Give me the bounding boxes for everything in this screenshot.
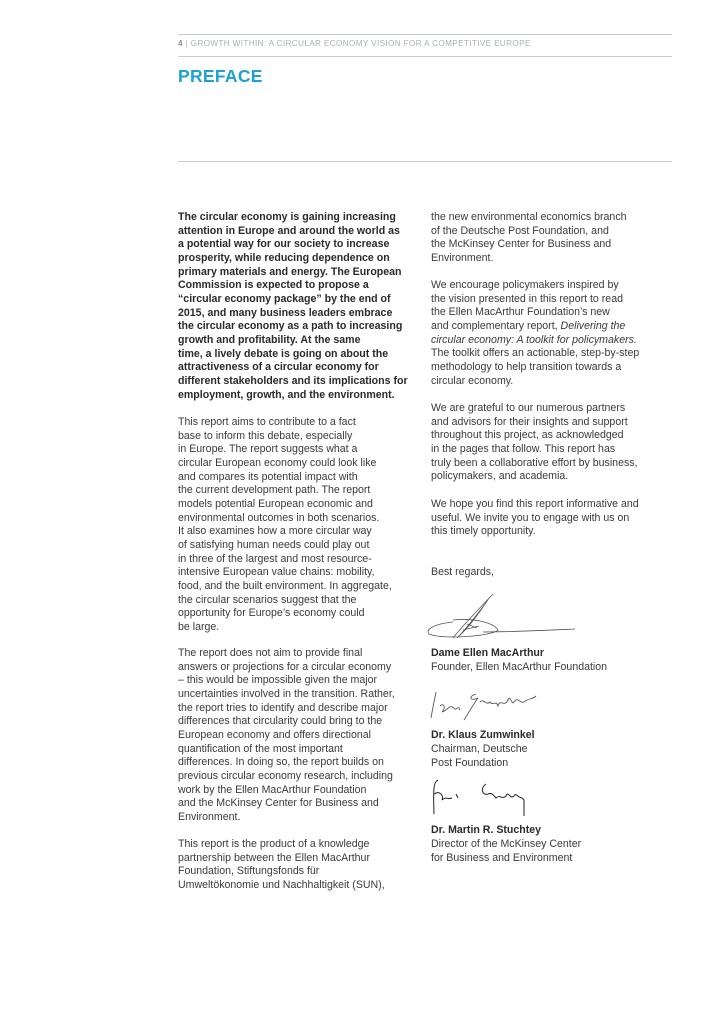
intro-paragraph: The circular economy is gaining increasing attention in Europe and around the world as a potential way for our society to increase prosperity, while reducing dependence on primary materials and energy. The European Commission is expected to propose a “circular economy package” by the end of 2015, and many business leaders embrace the circular economy as a path to increasing growth and profitability. At the same time, a lively debate is going on about the attractiveness of a circular economy for different stakeholders and its implications for employment, growth, and the environment. [178, 211, 408, 401]
running-title: GROWTH WITHIN: A CIRCULAR ECONOMY VISION FOR A COMPETITIVE EUROPE [190, 39, 531, 48]
header-top-rule [178, 34, 672, 35]
page-number: 4 [178, 39, 183, 48]
title-rule [178, 161, 672, 162]
signatory-role-2: Chairman, Deutsche Post Foundation [431, 743, 528, 769]
running-header [178, 39, 531, 48]
right-paragraph-4: We hope you find this report informative and useful. We invite you to engage with us on this timely opportunity. [431, 498, 639, 538]
header-separator: | [182, 39, 191, 48]
p2-text: We encourage policymakers inspired by the vision presented in this report to read the Ellen MacArthur Foundation’s new and complementary report, [431, 279, 623, 332]
right-paragraph-1: the new environmental economics branch of the Deutsche Post Foundation, and the McKinsey Center for Business and Environment. [431, 211, 627, 264]
signature-macarthur [423, 590, 583, 642]
signatory-name-1: Dame Ellen MacArthur [431, 647, 545, 659]
signatory-role-3: Director of the McKinsey Center for Business and Environment [431, 838, 582, 864]
page-title: PREFACE [178, 66, 263, 86]
header-bottom-rule [178, 56, 672, 57]
body-paragraph-3: The report does not aim to provide final answers or projections for a circular economy – this would be impossible given the major uncertainties involved in the transition. Rather, the report tries to identify and describe major differences that circularity could bring to the European economy and offers directional quantification of the most important differences. In doing so, the report builds on previous circular economy research, including work by the Ellen MacArthur Foundation and the McKinsey Center for Business and Environment. [178, 647, 395, 823]
signatory-name-3: Dr. Martin R. Stuchtey [431, 824, 542, 836]
signature-stuchtey [430, 776, 540, 820]
toolkit-title: Delivering the circular economy: A toolkit for policymakers. [431, 319, 637, 346]
signatory-name-2: Dr. Klaus Zumwinkel [431, 729, 535, 741]
body-paragraph-2: This report aims to contribute to a fact base to inform this debate, especially in Europe. The report suggests what a circular European economy could look like and compares its potential impact with the current development path. The report models potential European economic and environmental outcomes in both scenarios. It also examines how a more circular way of satisfying human needs could play out in three of the largest and most resource- intensive European value chains: mobility, food, and the built environment. In aggregate, the circular scenarios suggest that the opportunity for Europe’s economy could be large. [178, 416, 392, 633]
p2-text-end: The toolkit offers an actionable, step-by-step methodology to help transition towards a circular economy. [431, 347, 640, 387]
closing: Best regards, [431, 566, 495, 578]
signatory-role-1: Founder, Ellen MacArthur Foundation [431, 661, 608, 673]
body-paragraph-4: This report is the product of a knowledge partnership between the Ellen MacArthur Foundation, Stiftungsfonds für Umweltökonomie und Nachhaltigkeit (SUN), [178, 838, 385, 891]
right-paragraph-3: We are grateful to our numerous partners and advisors for their insights and support throughout this project, as acknowledged in the pages that follow. This report has truly been a collaborative effort by business, policymakers, and academia. [431, 402, 638, 483]
right-paragraph-2 [431, 279, 639, 388]
signature-zumwinkel [428, 688, 548, 724]
